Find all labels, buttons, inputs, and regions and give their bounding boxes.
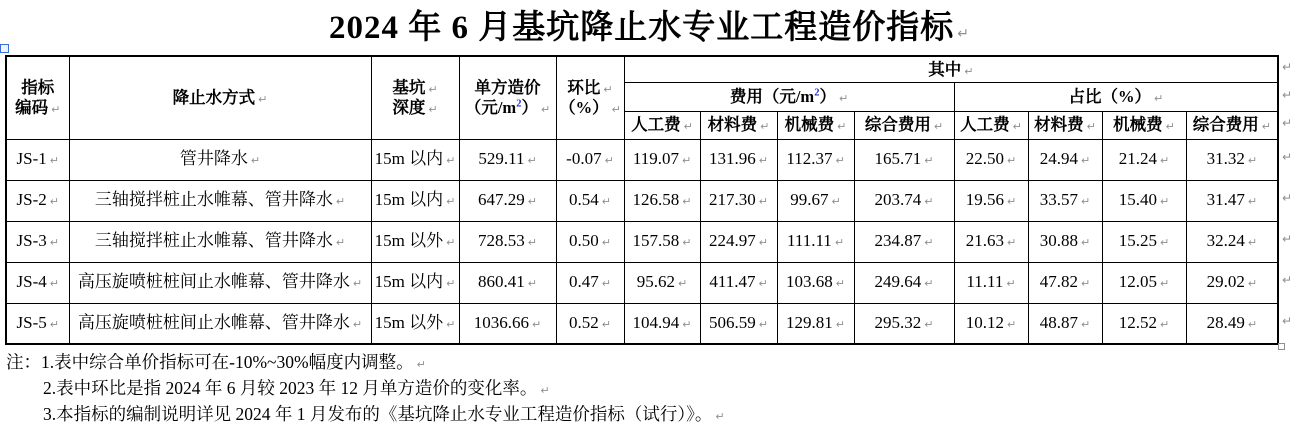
cell-end-mark: ↵	[1007, 154, 1017, 168]
cell-text: JS-4	[16, 272, 47, 292]
cell-mom[interactable]	[556, 262, 624, 303]
cell-text: 111.11	[786, 231, 832, 251]
cell-unit-price[interactable]	[459, 139, 556, 180]
superscript-2: 2	[814, 87, 820, 99]
cell-end-mark: ↵	[1086, 120, 1096, 134]
cell-text: 234.87	[874, 231, 922, 251]
cell-text: JS-1	[16, 149, 47, 169]
cell-text: 860.41	[478, 272, 525, 292]
page-title-text: 2024 年 6 月基坑降止水专业工程造价指标	[329, 10, 955, 46]
cell-end-mark: ↵	[1007, 236, 1017, 250]
cell-text: -0.07	[566, 149, 602, 169]
cell-fee-labor[interactable]	[624, 262, 700, 303]
cell-text: 33.57	[1039, 190, 1079, 210]
cell-index-code[interactable]	[6, 303, 69, 344]
header-fee-comprehensive[interactable]	[854, 111, 954, 139]
cell-end-mark: ↵	[603, 83, 613, 97]
cell-fee-comprehensive[interactable]	[854, 139, 954, 180]
header-text: 综合费用	[864, 115, 931, 135]
cell-text: 15m 以外	[374, 313, 444, 333]
cell-text: 31.32	[1206, 149, 1245, 169]
cell-fee-labor[interactable]	[624, 139, 700, 180]
cell-text: 30.88	[1039, 231, 1079, 251]
row-end-mark: ↵	[1282, 116, 1293, 130]
table-row	[6, 262, 1278, 303]
cell-text: 32.24	[1206, 231, 1245, 251]
cell-text: 129.81	[786, 313, 833, 333]
cell-text: 15.25	[1118, 231, 1158, 251]
table-row	[6, 303, 1278, 344]
cell-text: 157.58	[632, 231, 680, 251]
cell-end-mark: ↵	[682, 236, 692, 250]
row-end-mark: ↵	[1282, 191, 1293, 205]
cell-ratio-comprehensive[interactable]	[1186, 262, 1278, 303]
note-text: 3.本指标的编制说明详见 2024 年 1 月发布的《基坑降止水专业工程造价指标（试行）》。	[43, 404, 713, 424]
cell-end-mark: ↵	[604, 154, 614, 168]
cell-end-mark: ↵	[49, 318, 59, 332]
cell-end-mark: ↵	[1160, 277, 1170, 291]
cell-end-mark: ↵	[527, 154, 537, 168]
cell-ratio-machine[interactable]	[1102, 303, 1186, 344]
note-line-2[interactable]	[6, 375, 725, 401]
cell-text: 99.67	[790, 190, 829, 210]
cell-end-mark: ↵	[1153, 91, 1164, 105]
cell-end-mark: ↵	[1160, 154, 1170, 168]
row-end-mark: ↵	[1282, 60, 1293, 74]
superscript-2: 2	[516, 98, 522, 110]
cell-end-mark: ↵	[924, 154, 934, 168]
cell-ratio-comprehensive[interactable]	[1186, 139, 1278, 180]
cell-method[interactable]	[69, 180, 371, 221]
cell-text: 三轴搅拌桩止水帷幕、管井降水	[94, 190, 333, 210]
note-line-3[interactable]	[6, 401, 725, 427]
cell-end-mark: ↵	[1247, 236, 1258, 250]
cell-text: 95.62	[636, 272, 676, 292]
cell-end-mark: ↵	[258, 93, 268, 107]
cell-end-mark: ↵	[428, 102, 438, 116]
page-title	[0, 1, 1299, 48]
header-fee-material[interactable]	[700, 111, 777, 139]
cell-end-mark: ↵	[1261, 120, 1271, 134]
note-line-1[interactable]	[6, 349, 725, 375]
cell-text: 217.30	[709, 190, 756, 210]
cell-ratio-machine[interactable]	[1102, 262, 1186, 303]
cell-ratio-machine[interactable]	[1102, 180, 1186, 221]
header-row-1	[6, 56, 1278, 82]
cell-method[interactable]	[69, 139, 371, 180]
cell-text: 47.82	[1039, 272, 1079, 292]
cell-ratio-labor[interactable]	[954, 139, 1028, 180]
cell-fee-comprehensive[interactable]	[854, 303, 954, 344]
cell-text: 131.96	[709, 149, 756, 169]
cell-text: 15m 以内	[374, 272, 444, 292]
cell-mom[interactable]	[556, 303, 624, 344]
cell-end-mark: ↵	[834, 236, 845, 250]
cell-end-mark: ↵	[758, 195, 768, 209]
cell-text: 647.29	[478, 190, 525, 210]
row-end-mark: ↵	[1282, 232, 1293, 246]
cell-depth[interactable]	[371, 180, 459, 221]
cell-end-mark: ↵	[446, 318, 456, 332]
header-text: 其中	[928, 59, 962, 79]
cell-fee-machine[interactable]	[777, 139, 854, 180]
header-ratio-group[interactable]	[954, 82, 1278, 111]
cell-end-mark: ↵	[601, 195, 611, 209]
cell-end-mark: ↵	[1081, 318, 1091, 332]
paragraph-mark: ↵	[957, 26, 970, 42]
cell-text: 29.02	[1206, 272, 1245, 292]
cell-end-mark: ↵	[924, 195, 934, 209]
cell-end-mark: ↵	[835, 318, 845, 332]
header-text: 机械费	[1113, 115, 1163, 135]
cell-end-mark: ↵	[335, 195, 346, 209]
header-text: 材料费	[707, 115, 758, 135]
cell-fee-machine[interactable]	[777, 221, 854, 262]
header-text: 指标	[21, 78, 55, 98]
cell-ratio-comprehensive[interactable]	[1186, 303, 1278, 344]
header-text: 深度	[392, 97, 426, 117]
cell-text: 24.94	[1039, 149, 1079, 169]
cell-text: 203.74	[874, 190, 922, 210]
cell-ratio-comprehensive[interactable]	[1186, 221, 1278, 262]
cell-end-mark: ↵	[446, 154, 456, 168]
cell-ratio-material[interactable]	[1028, 221, 1102, 262]
header-ratio-comprehensive[interactable]	[1186, 111, 1278, 139]
cell-end-mark: ↵	[835, 154, 845, 168]
cell-text: 11.11	[966, 272, 1004, 292]
cell-end-mark: ↵	[1160, 195, 1170, 209]
header-text: 基坑	[392, 78, 426, 98]
header-text: ）	[819, 86, 836, 106]
cell-text: 22.50	[965, 149, 1005, 169]
cell-end-mark: ↵	[1007, 318, 1017, 332]
header-ratio-labor[interactable]	[954, 111, 1028, 139]
cell-end-mark: ↵	[758, 154, 768, 168]
cell-ratio-machine[interactable]	[1102, 139, 1186, 180]
cell-text: 12.52	[1118, 313, 1158, 333]
header-among[interactable]	[624, 56, 1278, 82]
cell-ratio-material[interactable]	[1028, 303, 1102, 344]
cell-text: 103.68	[786, 272, 833, 292]
cell-fee-material[interactable]	[700, 139, 777, 180]
cell-text: 728.53	[478, 231, 525, 251]
cell-text: 0.54	[569, 190, 599, 210]
cell-index-code[interactable]	[6, 221, 69, 262]
cell-index-code[interactable]	[6, 139, 69, 180]
table-row	[6, 180, 1278, 221]
cell-end-mark: ↵	[527, 195, 537, 209]
cell-end-mark: ↵	[446, 236, 456, 250]
cell-end-mark: ↵	[683, 120, 693, 134]
header-text: （%）	[559, 97, 609, 117]
cell-fee-machine[interactable]	[777, 262, 854, 303]
cell-text: 249.64	[874, 272, 922, 292]
cell-end-mark: ↵	[835, 277, 845, 291]
cell-end-mark: ↵	[601, 277, 611, 291]
cell-end-mark: ↵	[1007, 195, 1017, 209]
cell-unit-price[interactable]	[459, 180, 556, 221]
cell-text: 三轴搅拌桩止水帷幕、管井降水	[94, 231, 333, 251]
cell-end-mark: ↵	[49, 195, 59, 209]
header-text: ）	[521, 97, 538, 117]
cell-unit-price[interactable]	[459, 303, 556, 344]
cell-end-mark: ↵	[1081, 236, 1091, 250]
cell-end-mark: ↵	[540, 102, 551, 116]
cell-text: 295.32	[874, 313, 922, 333]
cell-fee-comprehensive[interactable]	[854, 180, 954, 221]
cell-text: JS-2	[16, 190, 47, 210]
cell-text: 506.59	[709, 313, 756, 333]
header-text: 占比（%）	[1068, 86, 1151, 106]
cell-text: 31.47	[1206, 190, 1245, 210]
cell-text: 管井降水	[179, 149, 248, 169]
cell-ratio-material[interactable]	[1028, 262, 1102, 303]
cell-end-mark: ↵	[758, 318, 768, 332]
header-text: 单方造价	[474, 78, 541, 98]
cell-method[interactable]	[69, 221, 371, 262]
cell-mom[interactable]	[556, 139, 624, 180]
cell-fee-material[interactable]	[700, 262, 777, 303]
notes-section	[6, 349, 725, 427]
cell-text: 10.12	[965, 313, 1005, 333]
header-ratio-material[interactable]	[1028, 111, 1102, 139]
cell-text: 高压旋喷桩桩间止水帷幕、管井降水	[77, 272, 350, 292]
cell-text: 28.49	[1206, 313, 1245, 333]
cell-end-mark: ↵	[1160, 236, 1170, 250]
cell-method[interactable]	[69, 303, 371, 344]
cell-end-mark: ↵	[49, 277, 59, 291]
cell-end-mark: ↵	[532, 318, 542, 332]
cell-text: 高压旋喷桩桩间止水帷幕、管井降水	[77, 313, 350, 333]
cell-text: 0.50	[569, 231, 599, 251]
table-row	[6, 221, 1278, 262]
cell-ratio-machine[interactable]	[1102, 221, 1186, 262]
cell-text: 411.47	[709, 272, 756, 292]
cell-end-mark: ↵	[527, 236, 537, 250]
cell-ratio-labor[interactable]	[954, 180, 1028, 221]
header-depth[interactable]	[371, 56, 459, 139]
cell-end-mark: ↵	[760, 120, 770, 134]
cell-end-mark: ↵	[446, 195, 456, 209]
note-text: 注：1.表中综合单价指标可在-10%~30%幅度内调整。	[6, 352, 414, 372]
cell-end-mark: ↵	[352, 277, 363, 291]
cell-ratio-labor[interactable]	[954, 221, 1028, 262]
table-resize-handle[interactable]	[1278, 343, 1285, 350]
cell-text: 48.87	[1039, 313, 1079, 333]
cell-end-mark: ↵	[924, 318, 934, 332]
header-text: 人工费	[631, 115, 681, 135]
header-text: 人工费	[960, 115, 1010, 135]
header-text: 降止水方式	[172, 88, 256, 108]
cell-fee-comprehensive[interactable]	[854, 262, 954, 303]
header-text: 材料费	[1034, 115, 1084, 135]
cell-text: 104.94	[632, 313, 680, 333]
header-method[interactable]	[69, 56, 371, 139]
header-fee-labor[interactable]	[624, 111, 700, 139]
cell-end-mark: ↵	[601, 236, 611, 250]
header-text: 机械费	[784, 115, 835, 135]
cell-depth[interactable]	[371, 262, 459, 303]
header-index-code[interactable]	[6, 56, 69, 139]
cell-end-mark: ↵	[758, 236, 768, 250]
cell-end-mark: ↵	[681, 154, 692, 168]
cell-text: 15m 以内	[374, 149, 444, 169]
cell-fee-labor[interactable]	[624, 303, 700, 344]
cell-text: 126.58	[632, 190, 680, 210]
cell-end-mark: ↵	[1012, 120, 1022, 134]
cell-fee-comprehensive[interactable]	[854, 221, 954, 262]
cell-depth[interactable]	[371, 303, 459, 344]
cell-end-mark: ↵	[933, 120, 944, 134]
header-unit-price[interactable]	[459, 56, 556, 139]
cell-mom[interactable]	[556, 221, 624, 262]
cell-end-mark: ↵	[1081, 277, 1091, 291]
cell-ratio-material[interactable]	[1028, 180, 1102, 221]
cell-end-mark: ↵	[837, 120, 847, 134]
cell-depth[interactable]	[371, 139, 459, 180]
cell-end-mark: ↵	[601, 318, 611, 332]
cell-ratio-labor[interactable]	[954, 303, 1028, 344]
row-end-mark: ↵	[1282, 88, 1293, 102]
cell-end-mark: ↵	[1006, 277, 1016, 291]
header-mom[interactable]	[556, 56, 624, 139]
cell-end-mark: ↵	[1081, 154, 1091, 168]
cell-end-mark: ↵	[1247, 195, 1258, 209]
row-end-mark: ↵	[1282, 314, 1293, 328]
table-row	[6, 139, 1278, 180]
cell-end-mark: ↵	[758, 277, 768, 291]
cell-fee-machine[interactable]	[777, 180, 854, 221]
cell-text: 119.07	[632, 149, 679, 169]
paragraph-mark: ↵	[540, 384, 550, 397]
cell-end-mark: ↵	[678, 277, 688, 291]
cell-depth[interactable]	[371, 221, 459, 262]
cell-fee-material[interactable]	[700, 221, 777, 262]
cell-end-mark: ↵	[964, 64, 974, 78]
cell-ratio-labor[interactable]	[954, 262, 1028, 303]
cell-fee-labor[interactable]	[624, 180, 700, 221]
cell-end-mark: ↵	[682, 318, 692, 332]
cell-text: JS-5	[16, 313, 47, 333]
header-text: （元/m	[464, 97, 517, 117]
row-end-mark: ↵	[1282, 273, 1293, 287]
cell-text: 12.05	[1118, 272, 1158, 292]
cell-end-mark: ↵	[250, 154, 261, 168]
cell-end-mark: ↵	[1247, 277, 1258, 291]
cell-text: 15m 以内	[374, 190, 444, 210]
cell-end-mark: ↵	[924, 236, 934, 250]
note-text: 2.表中环比是指 2024 年 6 月较 2023 年 12 月单方造价的变化率。	[43, 378, 538, 398]
cell-end-mark: ↵	[446, 277, 456, 291]
cell-text: 112.37	[786, 149, 833, 169]
cell-end-mark: ↵	[49, 236, 59, 250]
header-text: 编码	[15, 97, 49, 117]
cell-unit-price[interactable]	[459, 221, 556, 262]
cell-end-mark: ↵	[1081, 195, 1091, 209]
cell-index-code[interactable]	[6, 262, 69, 303]
header-ratio-machine[interactable]	[1102, 111, 1186, 139]
cell-fee-machine[interactable]	[777, 303, 854, 344]
cell-text: 0.47	[569, 272, 599, 292]
paragraph-mark: ↵	[715, 410, 725, 423]
cell-end-mark: ↵	[51, 102, 61, 116]
cell-method[interactable]	[69, 262, 371, 303]
cell-text: JS-3	[16, 231, 47, 251]
cell-fee-labor[interactable]	[624, 221, 700, 262]
cell-text: 15.40	[1118, 190, 1158, 210]
cell-text: 21.63	[965, 231, 1005, 251]
cell-mom[interactable]	[556, 180, 624, 221]
cell-end-mark: ↵	[831, 195, 841, 209]
cell-text: 15m 以外	[374, 231, 444, 251]
cell-ratio-material[interactable]	[1028, 139, 1102, 180]
header-text: 环比	[567, 78, 601, 98]
cell-fee-material[interactable]	[700, 303, 777, 344]
header-text: 综合费用	[1192, 115, 1259, 135]
cell-end-mark: ↵	[682, 195, 692, 209]
cell-ratio-comprehensive[interactable]	[1186, 180, 1278, 221]
cell-unit-price[interactable]	[459, 262, 556, 303]
cell-text: 165.71	[874, 149, 922, 169]
cell-end-mark: ↵	[527, 277, 537, 291]
cell-text: 529.11	[478, 149, 525, 169]
cell-end-mark: ↵	[49, 154, 59, 168]
cell-end-mark: ↵	[428, 83, 438, 97]
header-fee-group[interactable]	[624, 82, 954, 111]
cell-index-code[interactable]	[6, 180, 69, 221]
cell-text: 21.24	[1118, 149, 1158, 169]
header-fee-machine[interactable]	[777, 111, 854, 139]
cell-end-mark: ↵	[352, 318, 363, 332]
cell-text: 0.52	[569, 313, 599, 333]
cell-end-mark: ↵	[335, 236, 346, 250]
cell-end-mark: ↵	[1160, 318, 1170, 332]
cost-index-table	[5, 55, 1279, 345]
cell-end-mark: ↵	[1165, 120, 1175, 134]
cell-text: 19.56	[965, 190, 1005, 210]
cell-end-mark: ↵	[924, 277, 934, 291]
cell-fee-material[interactable]	[700, 180, 777, 221]
cell-text: 224.97	[709, 231, 756, 251]
cell-end-mark: ↵	[1247, 154, 1258, 168]
cell-end-mark: ↵	[611, 102, 621, 116]
cell-text: 1036.66	[473, 313, 530, 333]
cell-end-mark: ↵	[1247, 318, 1258, 332]
table-move-handle-icon[interactable]	[0, 44, 9, 53]
cell-end-mark: ↵	[838, 91, 849, 105]
row-end-mark: ↵	[1282, 150, 1293, 164]
header-text: 费用（元/m	[729, 86, 815, 106]
paragraph-mark: ↵	[416, 358, 426, 371]
